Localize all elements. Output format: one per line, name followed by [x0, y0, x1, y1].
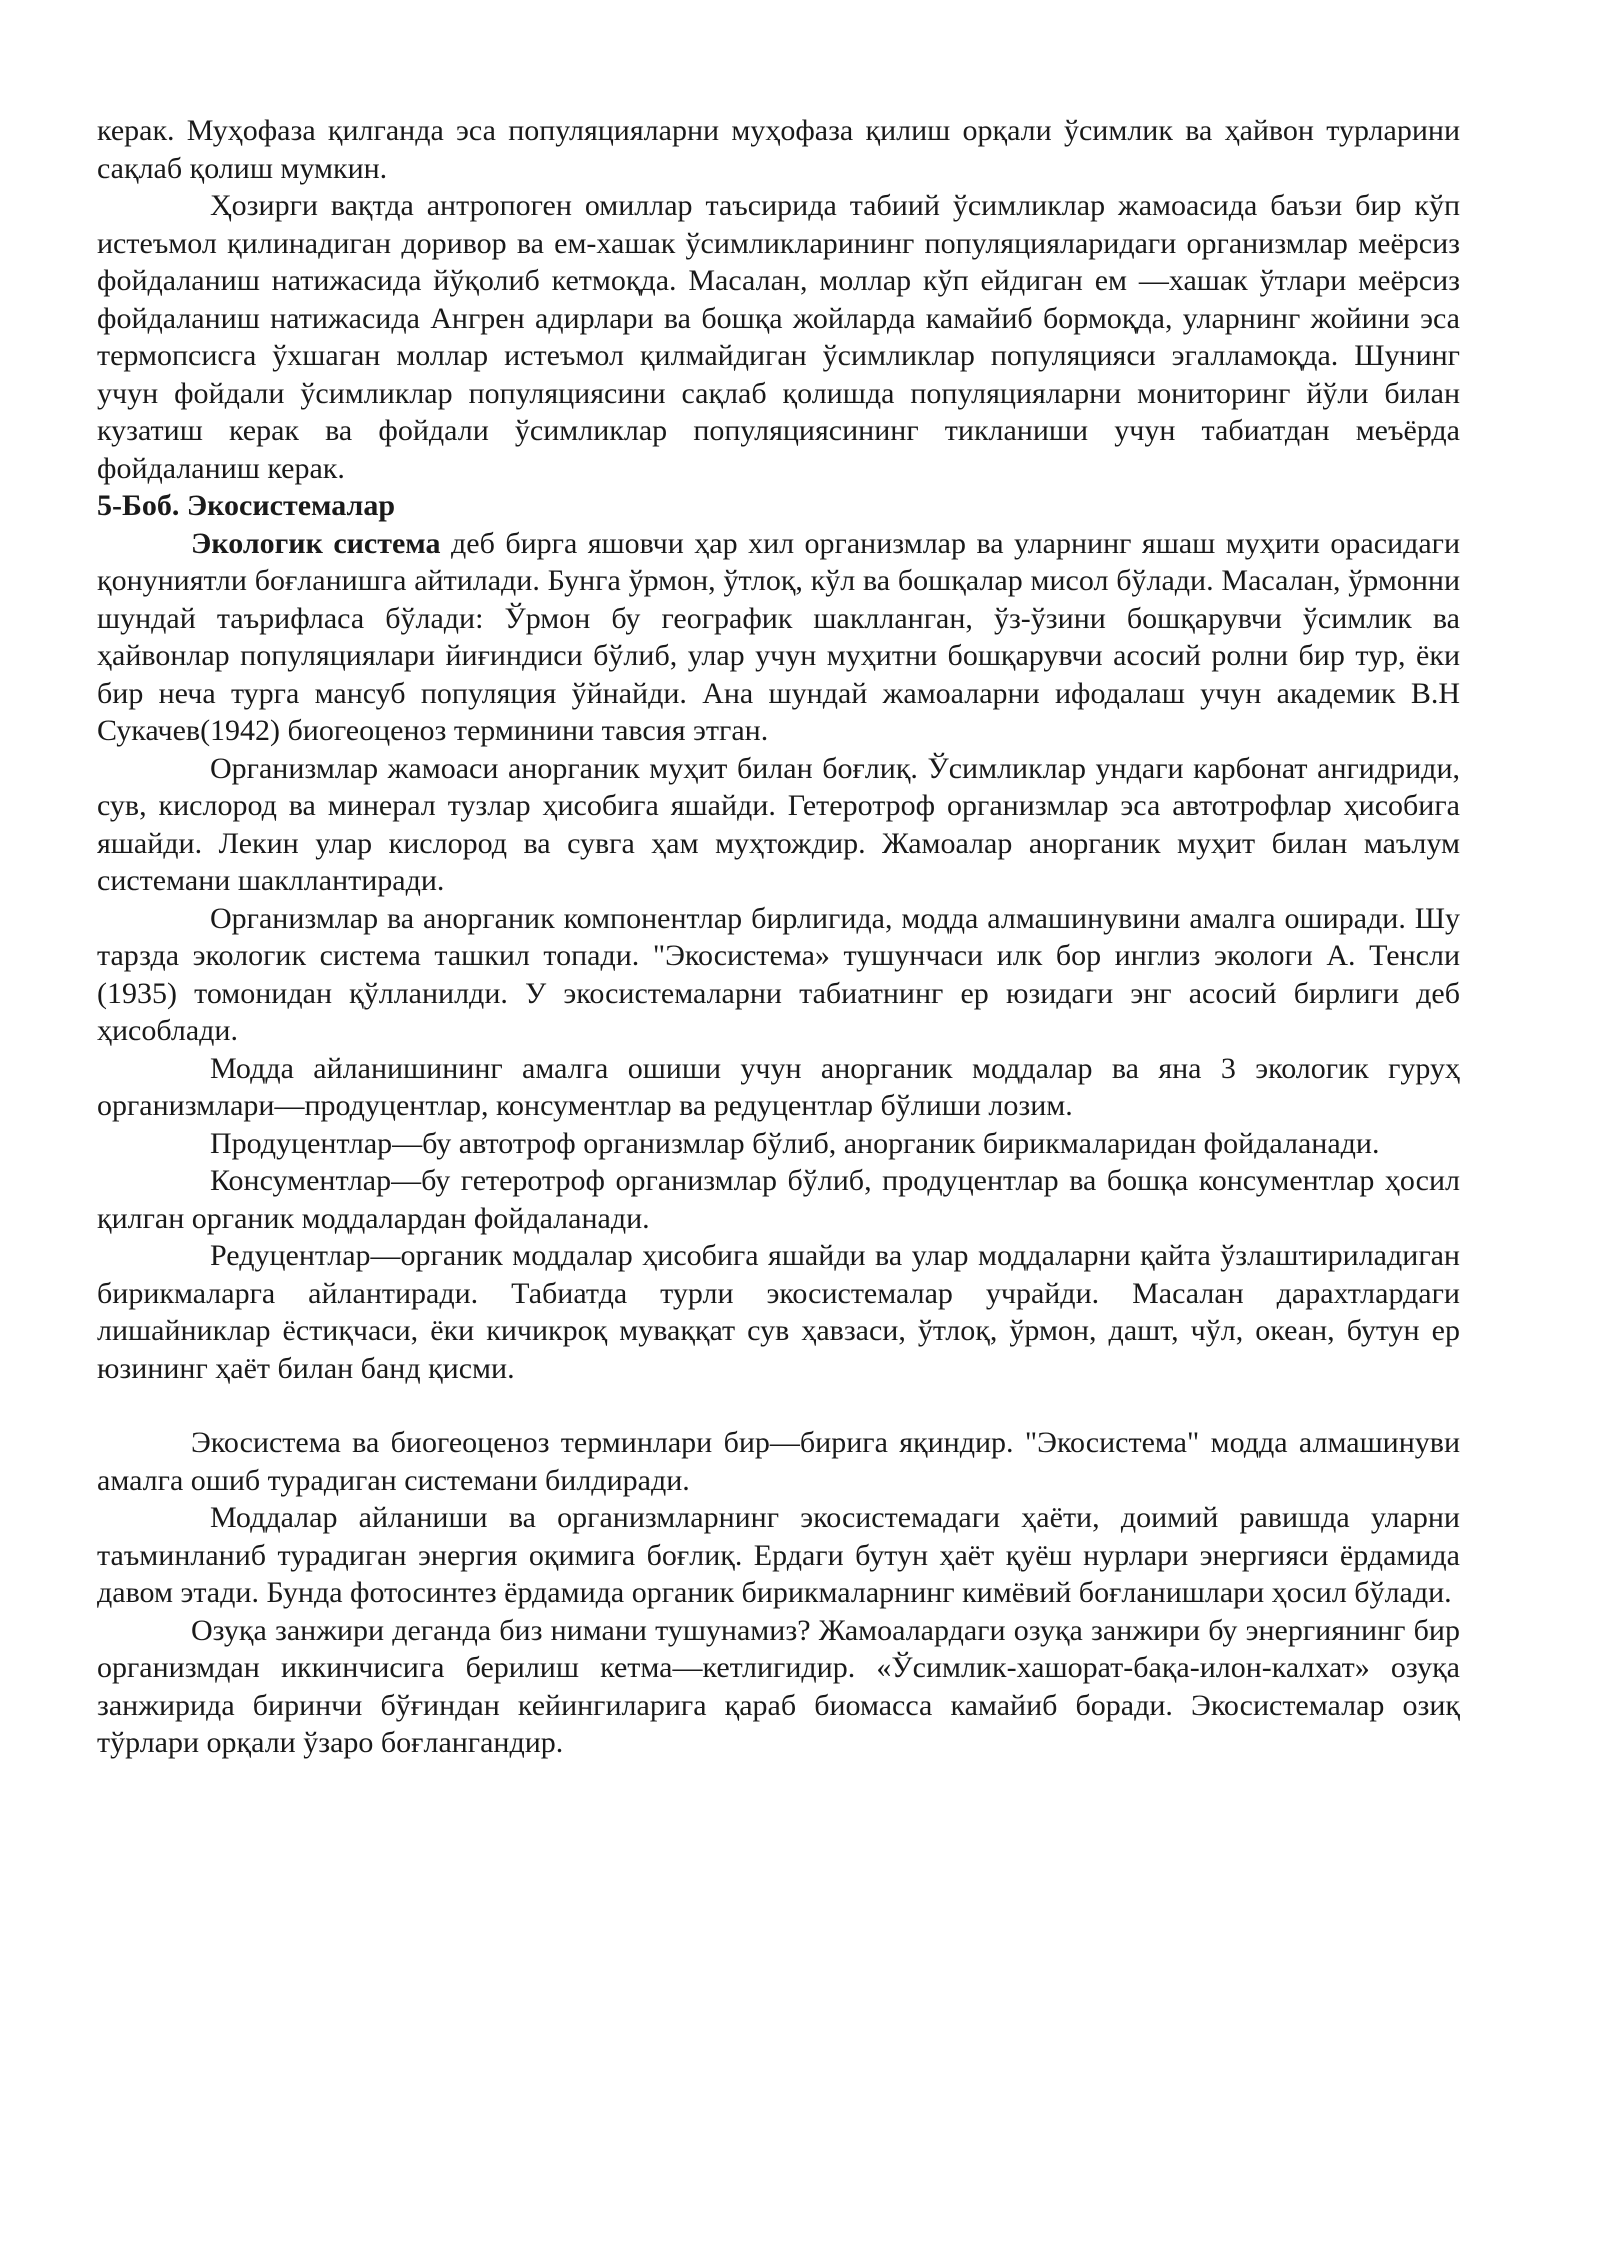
paragraph-7: Продуцентлар—бу автотроф организмлар бўлиб, анорганик бирикмаларидан фойдаланади. [210, 1126, 1380, 1160]
defined-term: Экологик система [191, 526, 441, 560]
paragraph-11: Моддалар айланиши ва организмларнинг экосистемадаги ҳаёти, доимий равишда уларни таъминланиб турадиган энергия оқимига боғлиқ. Ердаги бутун ҳаёт қуёш нурлари энергияси ёрдамида давом этади. Бунда фотосинтез ёрдамида органик бирикмаларнинг кимёвий боғланишлари ҳосил бўлади. [97, 1501, 1460, 1609]
paragraph-8: Консументлар—бу гетеротроф организмлар бўлиб, продуцентлар ва бошқа консументлар ҳосил қилган органик моддалардан фойдаланади. [97, 1164, 1460, 1235]
blank-line [97, 1387, 1460, 1424]
paragraph-6: Модда айланишининг амалга ошиши учун анорганик моддалар ва яна 3 экологик гуруҳ организмлари—продуцентлар, консументлар ва редуцентлар бўлиши лозим. [97, 1051, 1460, 1122]
paragraph-12: Озуқа занжири деганда биз нимани тушунамиз? Жамоалардаги озуқа занжири бу энергиянинг бир организмдан иккинчисига берилиш кетма—кетлигидир. «Ўсимлик-хашорат-бақа-илон-калхат» озуқа занжирида биринчи бўғиндан кейингиларига қараб биомасса камайиб боради. Экосистемалар озиқ тўрлари орқали ўзаро боғлангандир. [97, 1613, 1460, 1759]
paragraph-10: Экосистема ва биогеоценоз терминлари бир—бирига яқиндир. "Экосистема" модда алмашинуви амалга ошиб турадиган системани билдиради. [97, 1426, 1460, 1497]
definition-paragraph [97, 525, 1460, 750]
paragraph-2: Ҳозирги вақтда антропоген омиллар таъсирида табиий ўсимликлар жамоасида баъзи бир кўп истеъмол қилинадиган доривор ва ем-хашак ўсимликларининг популяцияларидаги организмлар меёрсиз фойдаланиш натижасида йўқолиб кетмоқда. Масалан, моллар кўп ейдиган ем —хашак ўтлари меёрсиз фойдаланиш натижасида Ангрен адирлари ва бошқа жойларда камайиб бормоқда, уларнинг жойини эса термопсисга ўхшаган моллар истеъмол қилмайдиган ўсимликлар популяцияси эгалламоқда. Шунинг учун фойдали ўсимликлар популяциясини сақлаб қолишда популяцияларни мониторинг йўли билан кузатиш керак ва фойдали ўсимликлар популяциясининг тикланиши учун табиатдан меъёрда фойдаланиш керак. [97, 189, 1460, 485]
paragraph-1: керак. Муҳофаза қилганда эса популяцияларни муҳофаза қилиш орқали ўсимлик ва ҳайвон турларини сақлаб қолиш мумкин. [97, 114, 1460, 185]
paragraph-5: Организмлар ва анорганик компонентлар бирлигида, модда алмашинувини амалга оширади. Шу тарзда экологик система ташкил топади. "Экосистема» тушунчаси илк бор инглиз экологи А. Тенсли (1935) томонидан қўлланилди. У экосистемаларни табиатнинг ер юзидаги энг асосий бирлиги деб ҳисоблади. [97, 901, 1460, 1047]
definition-text: деб бирга яшовчи ҳар хил организмлар ва уларнинг яшаш муҳити орасидаги қонуниятли боғланишга айтилади. Бунга ўрмон, ўтлоқ, кўл ва бошқалар мисол бўлади. Масалан, ўрмонни шундай таърифласа бўлади: Ўрмон бу географик шаклланган, ўз-ўзини бошқарувчи ўсимлик ва ҳайвонлар популяциялари йиғиндиси бўлиб, улар учун муҳитни бошқарувчи асосий ролни бир тур, ёки бир неча турга мансуб популяция ўйнайди. Ана шундай жамоаларни ифодалаш учун академик В.Н Сукачев(1942) биогеоценоз терминини тавсия этган. [97, 526, 1461, 747]
paragraph-9: Редуцентлар—органик моддалар ҳисобига яшайди ва улар моддаларни қайта ўзлаштириладиган бирикмаларга айлантиради. Табиатда турли экосистемалар учрайди. Масалан дарахтлардаги лишайниклар ёстиқчаси, ёки кичикроқ муваққат сув ҳавзаси, ўтлоқ, ўрмон, дашт, чўл, океан, бутун ер юзининг ҳаёт билан банд қисми. [97, 1239, 1460, 1385]
paragraph-4: Организмлар жамоаси анорганик муҳит билан боғлиқ. Ўсимликлар ундаги карбонат ангидриди, сув, кислород ва минерал тузлар ҳисобига яшайди. Гетеротроф организмлар эса автотрофлар ҳисобига яшайди. Лекин улар кислород ва сувга ҳам муҳтождир. Жамоалар анорганик муҳит билан маълум системани шакллантиради. [97, 751, 1460, 897]
document-page [97, 112, 1460, 1762]
chapter-heading: 5-Боб. Экосистемалар [97, 489, 396, 522]
